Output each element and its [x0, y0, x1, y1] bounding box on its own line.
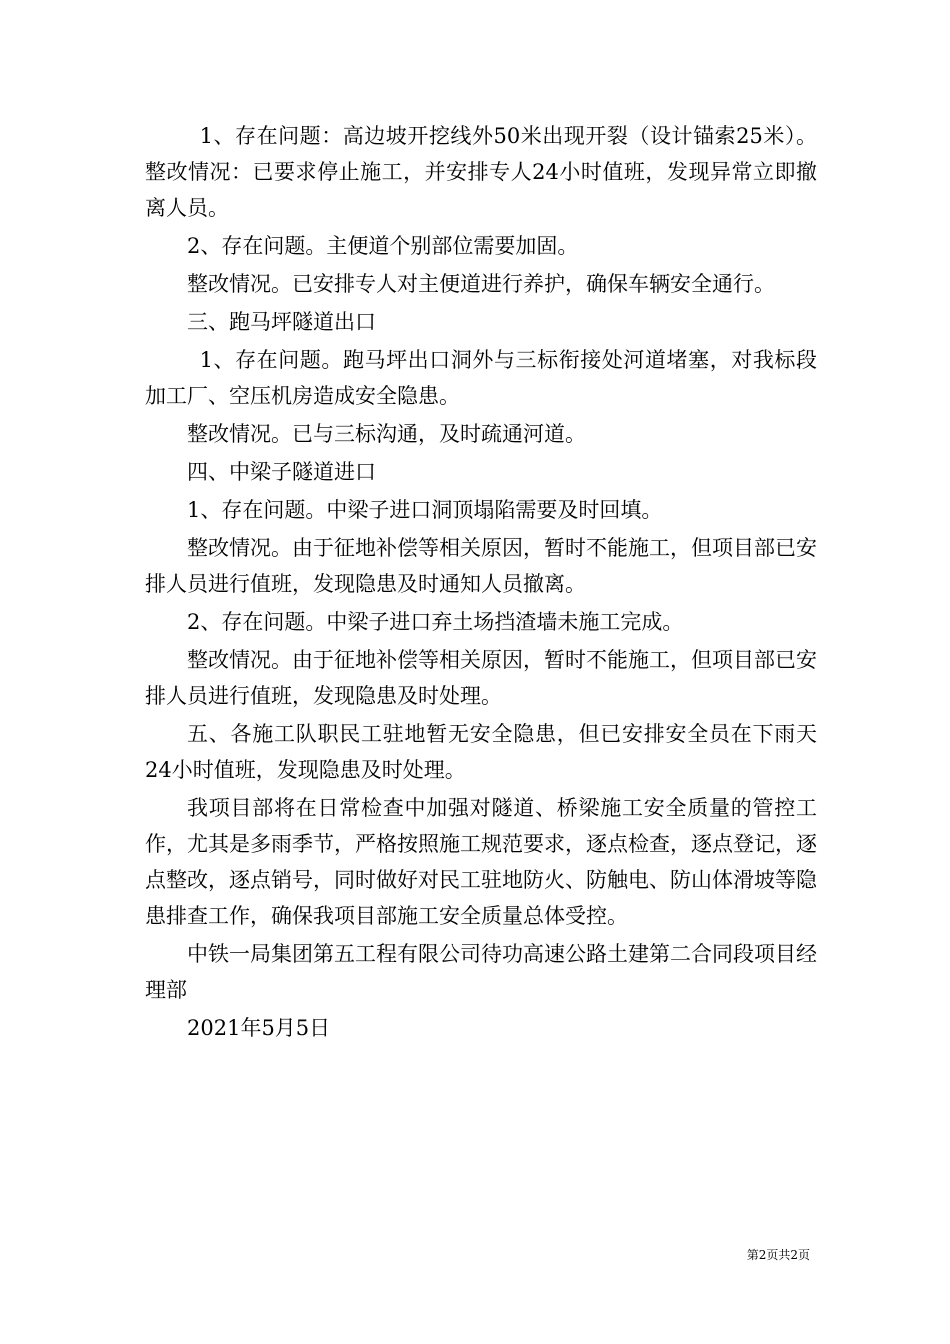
paragraph-issue-1: 1、存在问题：高边坡开挖线外50米出现开裂（设计锚索25米）。整改情况：已要求停止施工，并安排专人24小时值班，发现异常立即撤离人员。 [145, 124, 817, 220]
section-heading-3: 三、跑马坪隧道出口 [187, 310, 376, 334]
paragraph-rectification-4-2: 整改情况。由于征地补偿等相关原因，暂时不能施工，但项目部已安排人员进行值班，发现隐患及时处理。 [145, 648, 817, 708]
paragraph-issue-4-1: 1、存在问题。中梁子进口洞顶塌陷需要及时回填。 [187, 498, 663, 522]
signature-organization: 中铁一局集团第五工程有限公司待功高速公路土建第二合同段项目经理部 [145, 942, 817, 1002]
signature-date: 2021年5月5日 [187, 1016, 331, 1040]
paragraph-section-5: 五、各施工队职民工驻地暂无安全隐患，但已安排安全员在下雨天24小时值班，发现隐患及时处理。 [145, 722, 817, 782]
paragraph-rectification-4-1: 整改情况。由于征地补偿等相关原因，暂时不能施工，但项目部已安排人员进行值班，发现隐患及时通知人员撤离。 [145, 536, 817, 596]
paragraph-issue-3-1: 1、存在问题。跑马坪出口洞外与三标衔接处河道堵塞，对我标段加工厂、空压机房造成安全隐患。 [145, 348, 817, 408]
section-heading-4: 四、中梁子隧道进口 [187, 460, 376, 484]
document-body [145, 118, 817, 1048]
paragraph-commitment: 我项目部将在日常检查中加强对隧道、桥梁施工安全质量的管控工作，尤其是多雨季节，严格按照施工规范要求，逐点检查，逐点登记，逐点整改，逐点销号，同时做好对民工驻地防火、防触电、防山体滑坡等隐患排查工作，确保我项目部施工安全质量总体受控。 [145, 796, 817, 928]
paragraph-rectification-3-1: 整改情况。已与三标沟通，及时疏通河道。 [187, 422, 586, 446]
paragraph-issue-2: 2、存在问题。主便道个别部位需要加固。 [187, 234, 579, 258]
paragraph-rectification-2: 整改情况。已安排专人对主便道进行养护，确保车辆安全通行。 [187, 272, 775, 296]
paragraph-issue-4-2: 2、存在问题。中梁子进口弃土场挡渣墙未施工完成。 [187, 610, 684, 634]
page-number: 第2页共2页 [746, 1248, 810, 1262]
